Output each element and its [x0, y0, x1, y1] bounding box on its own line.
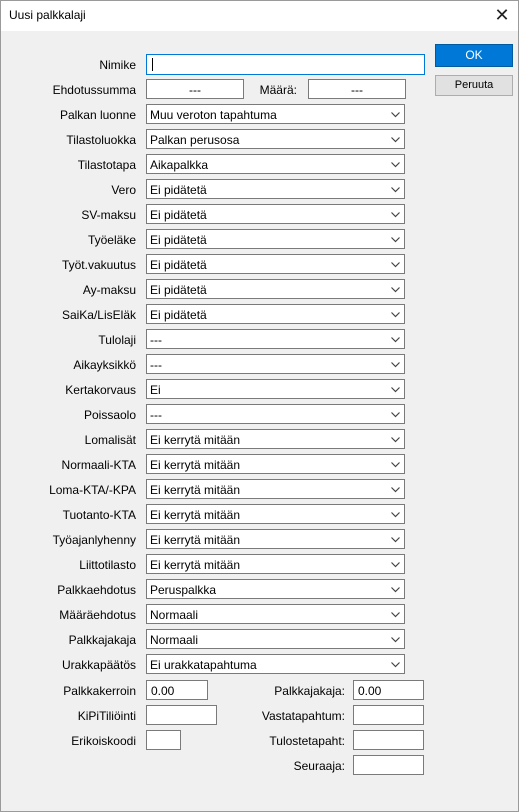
combo-7-value: Ei pidätetä	[150, 283, 207, 297]
combo-10-value: ---	[150, 358, 162, 372]
chevron-down-icon[interactable]	[390, 234, 401, 245]
combo-18-value: Ei kerrytä mitään	[150, 558, 241, 572]
chevron-down-icon[interactable]	[390, 509, 401, 520]
cancel-button[interactable]: Peruuta	[435, 75, 513, 96]
combo-6-select[interactable]	[146, 254, 405, 274]
chevron-down-icon[interactable]	[390, 334, 401, 345]
combo-13-select[interactable]	[146, 429, 405, 449]
kipitiliointi-input[interactable]	[146, 705, 217, 725]
combo-3-label: Vero	[111, 183, 136, 197]
chevron-down-icon[interactable]	[390, 109, 401, 120]
erikoiskoodi-label: Erikoiskoodi	[71, 734, 136, 748]
combo-2-label: Tilastotapa	[77, 158, 136, 172]
tulostetapaht-input[interactable]	[353, 730, 424, 750]
combo-10-label: Aikayksikkö	[73, 358, 136, 372]
combo-5-value: Ei pidätetä	[150, 233, 207, 247]
combo-9-value: ---	[150, 333, 162, 347]
combo-12-select[interactable]	[146, 404, 405, 424]
nimike-input[interactable]	[146, 54, 425, 75]
combo-6-label: Työt.vakuutus	[61, 258, 136, 272]
chevron-down-icon[interactable]	[390, 384, 401, 395]
seuraaja-input[interactable]	[353, 755, 424, 775]
combo-12-value: ---	[150, 408, 162, 422]
ehdotussumma-label: Ehdotussumma	[52, 83, 136, 97]
chevron-down-icon[interactable]	[390, 609, 401, 620]
combo-14-label: Normaali-KTA	[61, 458, 136, 472]
chevron-down-icon[interactable]	[390, 259, 401, 270]
close-icon[interactable]: ✕	[494, 5, 510, 25]
combo-5-label: Työeläke	[87, 233, 136, 247]
maara-label: Määrä:	[259, 83, 297, 97]
ehdotussumma-input[interactable]: ---	[146, 79, 244, 99]
combo-17-label: Työajanlyhenny	[52, 533, 136, 547]
combo-0-value: Muu veroton tapahtuma	[150, 108, 277, 122]
combo-18-select[interactable]	[146, 554, 405, 574]
combo-3-value: Ei pidätetä	[150, 183, 207, 197]
combo-1-select[interactable]	[146, 129, 405, 149]
chevron-down-icon[interactable]	[390, 659, 401, 670]
combo-9-select[interactable]	[146, 329, 405, 349]
chevron-down-icon[interactable]	[390, 184, 401, 195]
nimike-label: Nimike	[99, 58, 136, 72]
chevron-down-icon[interactable]	[390, 434, 401, 445]
kipitiliointi-label: KiPiTiliöinti	[77, 709, 136, 723]
chevron-down-icon[interactable]	[390, 309, 401, 320]
palkkajakaja-input[interactable]: 0.00	[353, 680, 424, 700]
combo-8-label: SaiKa/LisEläk	[61, 308, 136, 322]
combo-16-value: Ei kerrytä mitään	[150, 508, 241, 522]
combo-20-label: Määräehdotus	[59, 608, 136, 622]
combo-2-value: Aikapalkka	[150, 158, 209, 172]
title-bar	[1, 1, 518, 31]
window-title: Uusi palkkalaji	[9, 8, 86, 22]
combo-5-select[interactable]	[146, 229, 405, 249]
chevron-down-icon[interactable]	[390, 484, 401, 495]
chevron-down-icon[interactable]	[390, 459, 401, 470]
seuraaja-label: Seuraaja:	[293, 759, 345, 773]
combo-12-label: Poissaolo	[83, 408, 136, 422]
vastatapahtum-label: Vastatapahtum:	[261, 709, 345, 723]
combo-19-value: Peruspalkka	[150, 583, 217, 597]
chevron-down-icon[interactable]	[390, 584, 401, 595]
combo-15-label: Loma-KTA/-KPA	[49, 483, 136, 497]
combo-0-label: Palkan luonne	[59, 108, 136, 122]
combo-22-value: Ei urakkatapahtuma	[150, 658, 257, 672]
chevron-down-icon[interactable]	[390, 409, 401, 420]
palkkajakaja-label: Palkkajakaja:	[274, 684, 345, 698]
chevron-down-icon[interactable]	[390, 359, 401, 370]
chevron-down-icon[interactable]	[390, 209, 401, 220]
combo-14-value: Ei kerrytä mitään	[150, 458, 241, 472]
combo-20-value: Normaali	[150, 608, 199, 622]
combo-2-select[interactable]	[146, 154, 405, 174]
combo-7-label: Ay-maksu	[82, 283, 136, 297]
chevron-down-icon[interactable]	[390, 159, 401, 170]
combo-15-value: Ei kerrytä mitään	[150, 483, 241, 497]
combo-7-select[interactable]	[146, 279, 405, 299]
combo-6-value: Ei pidätetä	[150, 258, 207, 272]
combo-0-select[interactable]	[146, 104, 405, 124]
combo-19-select[interactable]	[146, 579, 405, 599]
combo-1-label: Tilastoluokka	[66, 133, 136, 147]
combo-14-select[interactable]	[146, 454, 405, 474]
combo-17-value: Ei kerrytä mitään	[150, 533, 241, 547]
maara-input[interactable]: ---	[308, 79, 406, 99]
text-caret	[152, 58, 153, 71]
combo-21-select[interactable]	[146, 629, 405, 649]
combo-11-select[interactable]	[146, 379, 405, 399]
chevron-down-icon[interactable]	[390, 284, 401, 295]
combo-10-select[interactable]	[146, 354, 405, 374]
combo-18-label: Liittotilasto	[79, 558, 136, 572]
combo-19-label: Palkkaehdotus	[57, 583, 136, 597]
combo-20-select[interactable]	[146, 604, 405, 624]
combo-13-label: Lomalisät	[84, 433, 136, 447]
tulostetapaht-label: Tulostetapaht:	[269, 734, 345, 748]
combo-16-label: Tuotanto-KTA	[62, 508, 136, 522]
chevron-down-icon[interactable]	[390, 534, 401, 545]
palkkakerroin-input[interactable]: 0.00	[146, 680, 208, 700]
combo-4-value: Ei pidätetä	[150, 208, 207, 222]
chevron-down-icon[interactable]	[390, 134, 401, 145]
chevron-down-icon[interactable]	[390, 634, 401, 645]
combo-4-select[interactable]	[146, 204, 405, 224]
combo-22-select[interactable]	[146, 654, 405, 674]
combo-11-label: Kertakorvaus	[65, 383, 136, 397]
combo-4-label: SV-maksu	[81, 208, 136, 222]
combo-8-value: Ei pidätetä	[150, 308, 207, 322]
combo-11-value: Ei	[150, 383, 161, 397]
combo-13-value: Ei kerrytä mitään	[150, 433, 241, 447]
palkkakerroin-label: Palkkakerroin	[63, 684, 136, 698]
vastatapahtum-input[interactable]	[353, 705, 424, 725]
combo-21-value: Normaali	[150, 633, 199, 647]
combo-8-select[interactable]	[146, 304, 405, 324]
combo-15-select[interactable]	[146, 479, 405, 499]
ok-button[interactable]: OK	[435, 44, 513, 67]
combo-3-select[interactable]	[146, 179, 405, 199]
combo-1-value: Palkan perusosa	[150, 133, 240, 147]
combo-9-label: Tulolaji	[98, 333, 136, 347]
chevron-down-icon[interactable]	[390, 559, 401, 570]
combo-21-label: Palkkajakaja	[68, 633, 136, 647]
combo-16-select[interactable]	[146, 504, 405, 524]
combo-17-select[interactable]	[146, 529, 405, 549]
erikoiskoodi-input[interactable]	[146, 730, 181, 750]
combo-22-label: Urakkapäätös	[61, 658, 136, 672]
